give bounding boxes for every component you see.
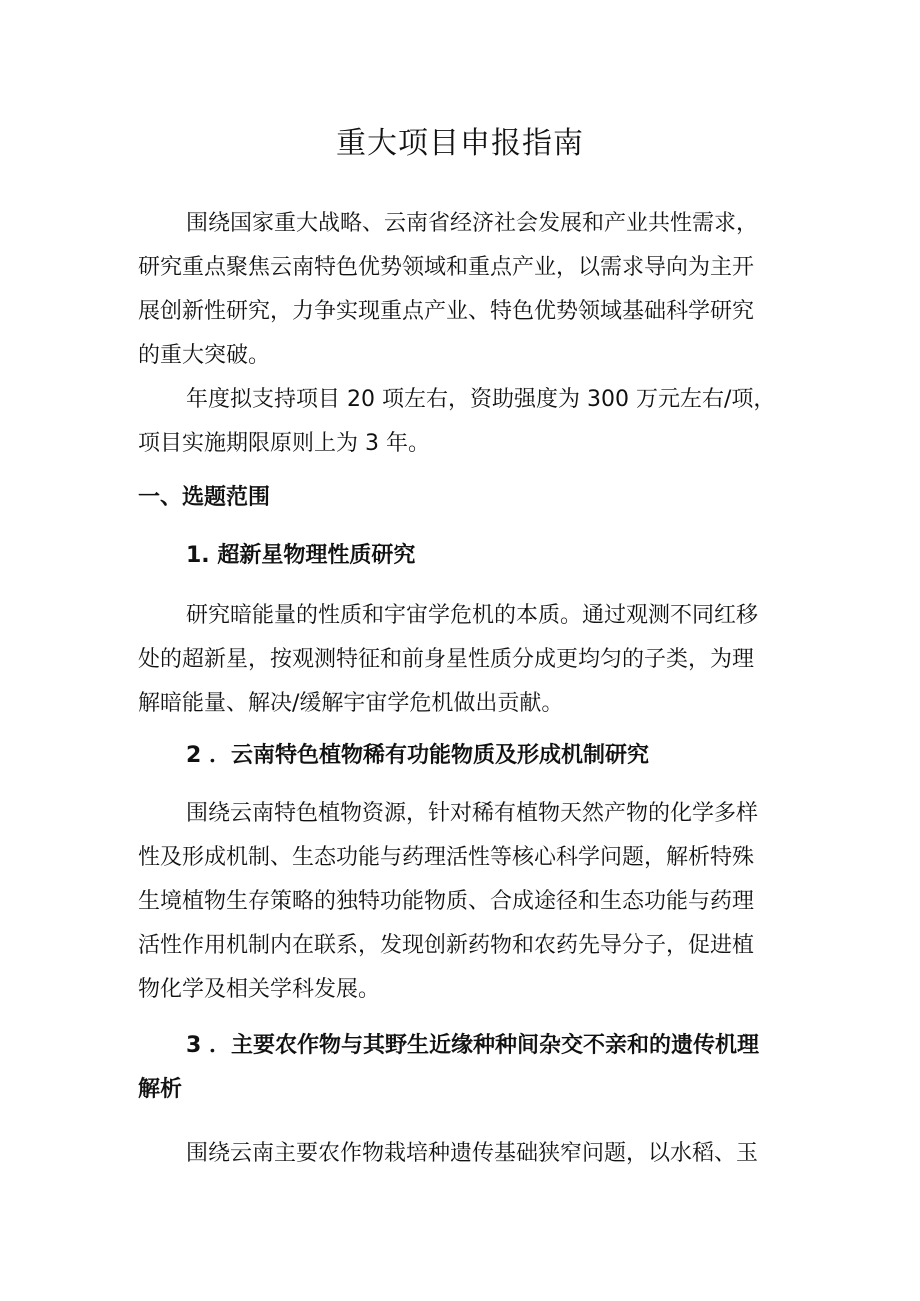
topic3-heading-line-2: 解析 xyxy=(138,1077,183,1102)
funding-line-1: 年度拟支持项目 20 项左右，资助强度为 300 万元左右/项， xyxy=(186,387,776,412)
topic2-line-5: 物化学及相关学科发展。 xyxy=(138,977,381,1002)
topic2-heading: 2 ．云南特色植物稀有功能物质及形成机制研究 xyxy=(186,743,649,768)
topic3-line-1: 围绕云南主要农作物栽培种遗传基础狭窄问题，以水稻、玉 xyxy=(186,1141,759,1166)
intro-line-2: 研究重点聚焦云南特色优势领域和重点产业，以需求导向为主开 xyxy=(138,255,755,280)
topic1-heading: 1. 超新星物理性质研究 xyxy=(186,543,416,568)
intro-line-1: 围绕国家重大战略、云南省经济社会发展和产业共性需求， xyxy=(186,211,759,236)
topic1-body xyxy=(138,594,790,726)
topic1-line-2: 处的超新星，按观测特征和前身星性质分成更均匀的子类，为理 xyxy=(138,647,755,672)
intro-line-4: 的重大突破。 xyxy=(138,343,271,368)
document-title: 重大项目申报指南 xyxy=(336,126,584,161)
section-heading-scope: 一、选题范围 xyxy=(138,485,271,510)
topic2-line-2: 性及形成机制、生态功能与药理活性等核心科学问题，解析特殊 xyxy=(138,845,755,870)
intro-paragraph xyxy=(138,202,790,378)
topic2-line-3: 生境植物生存策略的独特功能物质、合成途径和生态功能与药理 xyxy=(138,889,755,914)
topic3-heading-line-1: 3 ．主要农作物与其野生近缘种种间杂交不亲和的遗传机理 xyxy=(186,1033,759,1058)
topic2-line-4: 活性作用机制内在联系，发现创新药物和农药先导分子，促进植 xyxy=(138,933,755,958)
topic3-body xyxy=(138,1132,790,1176)
funding-line-2: 项目实施期限原则上为 3 年。 xyxy=(138,431,430,456)
topic2-body xyxy=(138,792,790,1012)
topic3-heading xyxy=(138,1024,790,1112)
topic1-line-3: 解暗能量、解决/缓解宇宙学危机做出贡献。 xyxy=(138,691,564,716)
funding-paragraph xyxy=(138,378,790,466)
topic1-line-1: 研究暗能量的性质和宇宙学危机的本质。通过观测不同红移 xyxy=(186,603,759,628)
intro-line-3: 展创新性研究，力争实现重点产业、特色优势领域基础科学研究 xyxy=(138,299,755,324)
topic2-line-1: 围绕云南特色植物资源，针对稀有植物天然产物的化学多样 xyxy=(186,801,759,826)
